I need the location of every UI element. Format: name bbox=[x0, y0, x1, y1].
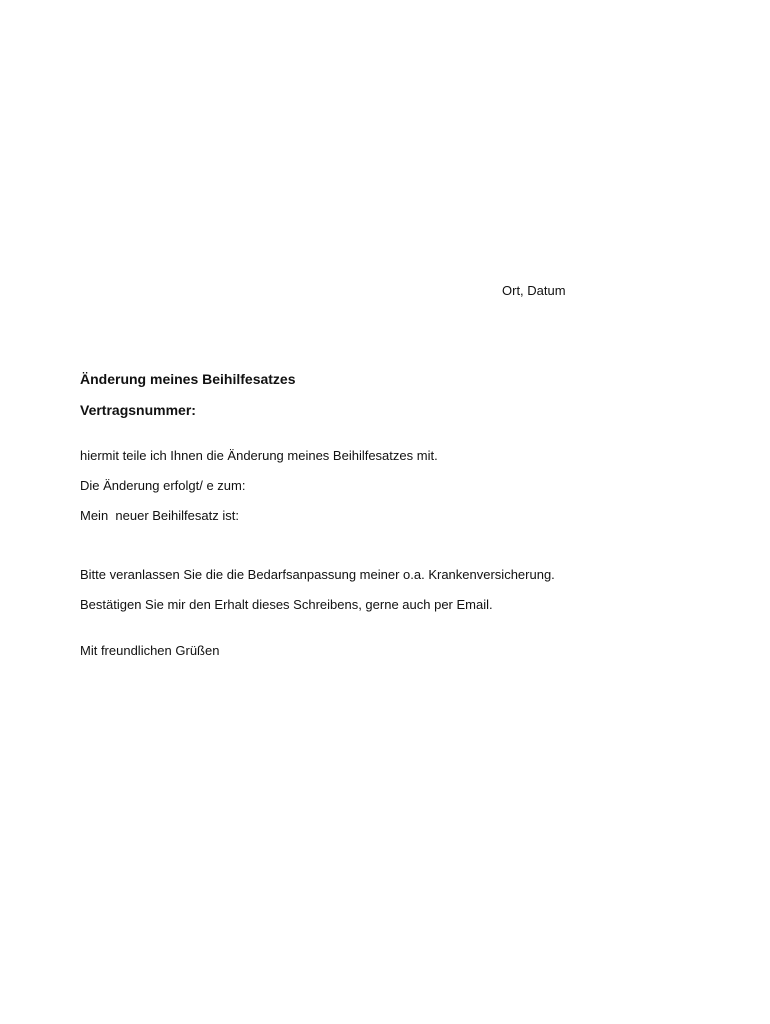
paragraph-new-rate: Mein neuer Beihilfesatz ist: bbox=[80, 508, 239, 523]
paragraph-request: Bitte veranlassen Sie die die Bedarfsanpassung meiner o.a. Krankenversicherung. bbox=[80, 567, 555, 582]
paragraph-effective-date: Die Änderung erfolgt/ e zum: bbox=[80, 478, 246, 493]
paragraph-intro: hiermit teile ich Ihnen die Änderung meines Beihilfesatzes mit. bbox=[80, 448, 438, 463]
letter-subject: Änderung meines Beihilfesatzes bbox=[80, 371, 296, 387]
closing-greeting: Mit freundlichen Grüßen bbox=[80, 643, 220, 658]
place-date: Ort, Datum bbox=[502, 283, 566, 298]
contract-number-label: Vertragsnummer: bbox=[80, 402, 196, 418]
paragraph-confirmation: Bestätigen Sie mir den Erhalt dieses Schreibens, gerne auch per Email. bbox=[80, 597, 493, 612]
